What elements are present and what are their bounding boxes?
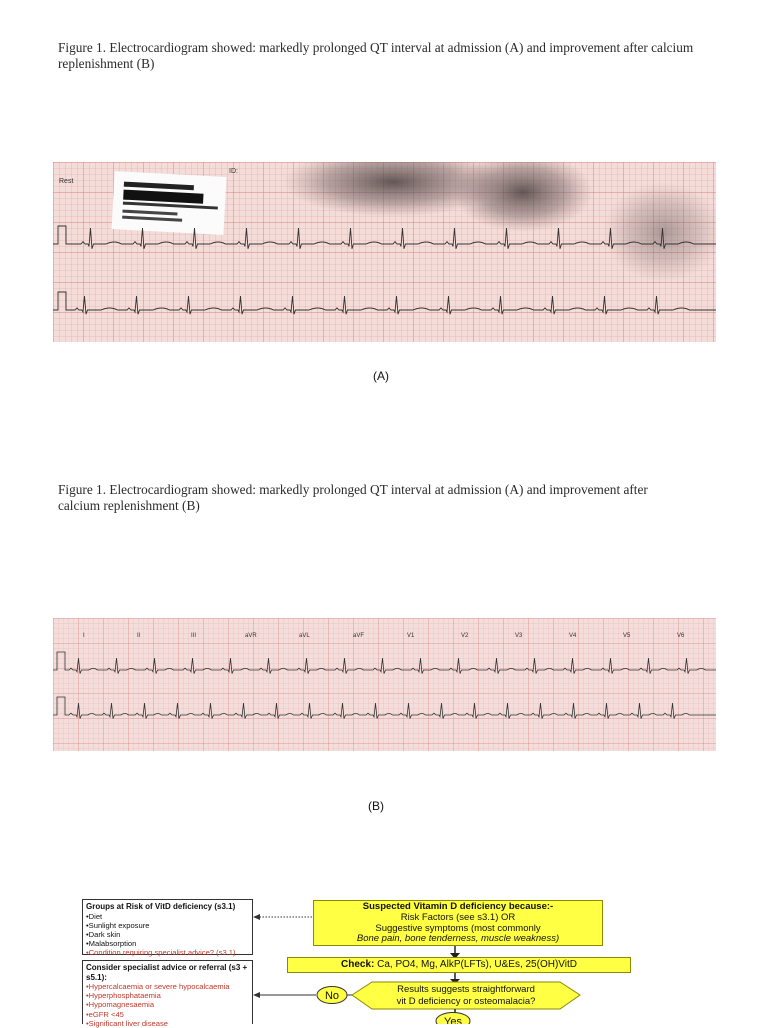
ecg-strip-b	[53, 618, 716, 751]
decision-line-2: vit D deficiency or osteomalacia?	[396, 996, 536, 1007]
risk-groups-title: Groups at Risk of VitD deficiency (s3.1)	[86, 902, 236, 911]
specialist-advice-box	[82, 960, 253, 1028]
ecg-b-lead-label: V6	[677, 633, 685, 639]
ecg-strip-b-image	[53, 618, 716, 751]
check-tests-box	[287, 957, 631, 973]
risk-item-dark-skin: •Dark skin	[86, 929, 121, 939]
suspected-line-2: Risk Factors (see s3.1) OR	[400, 911, 516, 923]
ecg-b-lead-label: II	[137, 633, 141, 639]
vitamin-d-flowchart	[0, 880, 768, 1028]
suspected-line-4: Bone pain, bone tenderness, muscle weakness)	[356, 933, 560, 945]
ecg-b-lead-label: V2	[461, 633, 469, 639]
figure-b-label: (B)	[368, 799, 384, 813]
suspected-line-1: Suspected Vitamin D deficiency because:-	[362, 901, 554, 912]
ecg-b-lead-label: aVF	[353, 633, 365, 639]
risk-groups-box	[82, 899, 253, 958]
check-label: Check:	[340, 959, 375, 970]
suspected-line-3: Suggestive symptoms (most commonly	[375, 922, 541, 934]
figure-a-caption: Figure 1. Electrocardiogram showed: markedly prolonged QT interval at admission (A) and improvement after calcium replenishment (B)	[58, 40, 694, 71]
risk-item-specialist-condition: •Condition requiring specialist advice? (s3.1)	[86, 948, 236, 958]
ecg-b-lead-label: V4	[569, 633, 577, 639]
ecg-a-mode: Rest	[59, 178, 74, 185]
ecg-b-lead-label: aVL	[299, 633, 310, 639]
yes-label: Yes	[444, 1016, 462, 1024]
ecg-b-lead-label: III	[191, 633, 197, 639]
suspected-deficiency-box	[313, 900, 603, 946]
ecg-b-lead-label: V1	[407, 633, 415, 639]
specialist-item-liver: •Significant liver disease	[86, 1018, 169, 1028]
no-label: No	[324, 990, 340, 1002]
specialist-item-calcaemia: •Hypercalcaemia or severe hypocalcaemia	[86, 982, 230, 991]
figure-b-caption: Figure 1. Electrocardiogram showed: markedly prolonged QT interval at admission (A) and improvement after calcium replenishment (B)	[58, 482, 648, 513]
risk-item-diet: •Diet	[86, 911, 103, 921]
figure-a-label: (A)	[373, 369, 389, 383]
check-tests-text: Ca, PO4, Mg, AlkP(LFTs), U&Es, 25(OH)VitD	[377, 959, 577, 970]
specialist-item-phosphataemia: •Hyperphosphataemia	[86, 991, 161, 1001]
risk-item-sunlight: •Sunlight exposure	[86, 920, 150, 930]
ecg-b-lead-label: V5	[623, 633, 631, 639]
ecg-b-lead-label: aVR	[245, 633, 257, 639]
ecg-b-lead-label: I	[83, 633, 85, 639]
ecg-a-id: ID:	[229, 168, 238, 175]
ecg-b-lead-label: V3	[515, 633, 523, 639]
risk-item-malabsorption: •Malabsorption	[86, 939, 137, 949]
specialist-title: Consider specialist advice or referral (s3 + s5.1):	[86, 963, 248, 982]
patient-label-sticker	[112, 171, 227, 235]
ecg-strip-a	[53, 162, 716, 342]
ecg-strip-a-image	[53, 162, 716, 342]
decision-line-1: Results suggests straightforward	[397, 984, 535, 995]
specialist-item-magnesaemia: •Hypomagnesaemia	[86, 1000, 155, 1010]
specialist-item-egfr: •eGFR <45	[86, 1009, 124, 1019]
